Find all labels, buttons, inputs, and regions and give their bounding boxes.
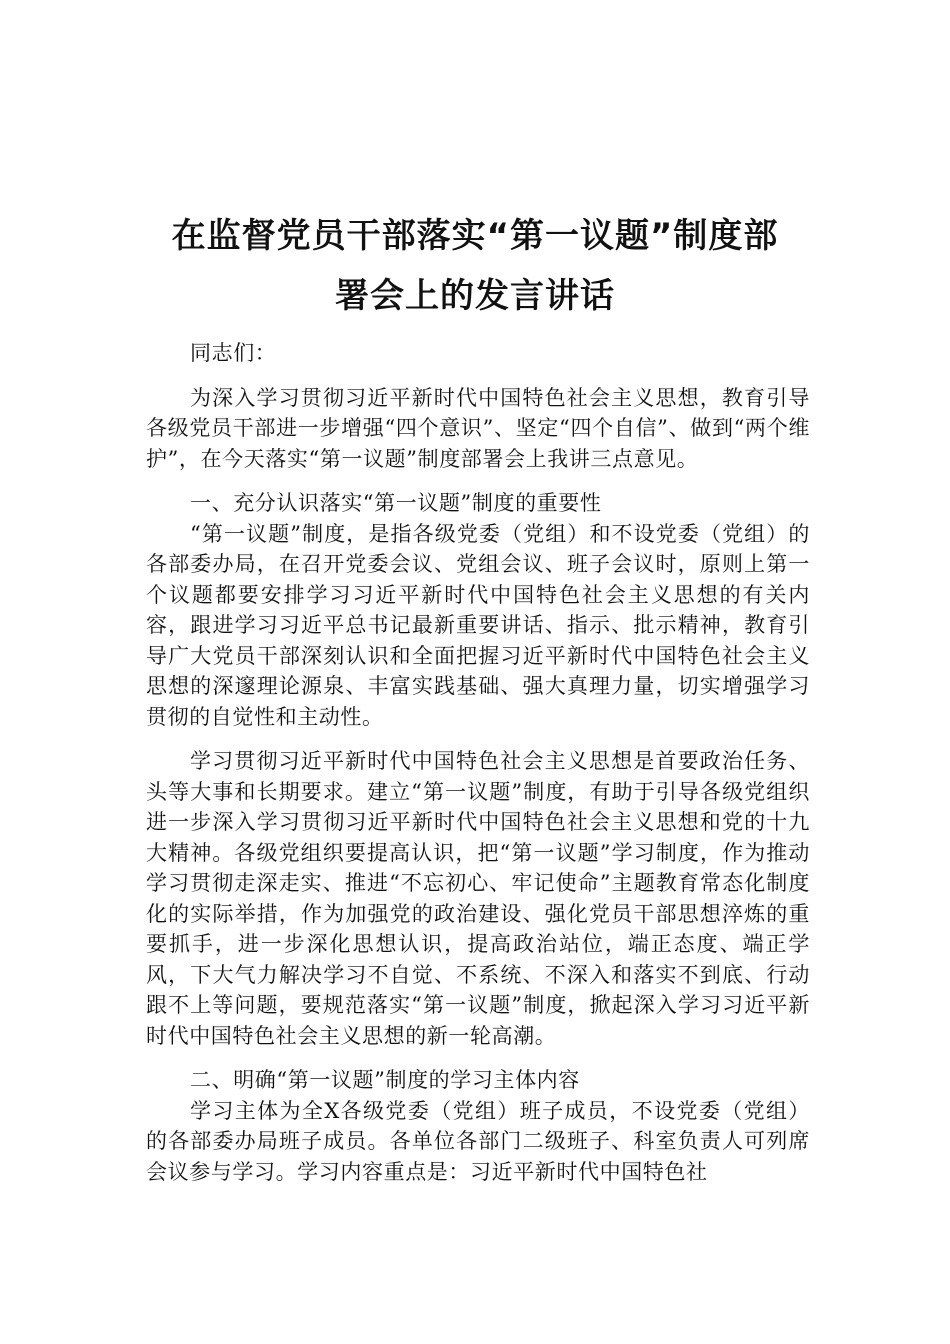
body-paragraph: 学习主体为全X各级党委（党组）班子成员，不设党委（党组）的各部委办局班子成员。各单位各部门二级班子、科室负责人可列席会议参与学习。学习内容重点是：习近平新时代中国特色社: [146, 1098, 810, 1184]
body-paragraph: 学习贯彻习近平新时代中国特色社会主义思想是首要政治任务、头等大事和长期要求。建立“第一议题”制度，有助于引导各级党组织进一步深入学习贯彻习近平新时代中国特色社会主义思想和党的十九大精神。各级党组织要提高认识，把“第一议题”学习制度，作为推动学习贯彻走深走实、推进“不忘初心、牢记使命”主题教育常态化制度化的实际举措，作为加强党的政治建设、强化党员干部思想淬炼的重要抓手，进一步深化思想认识，提高政治站位，端正态度、端正学风，下大气力解决学习不自觉、不系统、不深入和落实不到底、行动跟不上等问题，要规范落实“第一议题”制度，掀起深入学习习近平新时代中国特色社会主义思想的新一轮高潮。: [146, 749, 810, 1048]
section-heading-1: 一、充分认识落实“第一议题”制度的重要性: [190, 491, 602, 515]
document-title-line-1: 在监督党员干部落实“第一议题”制度部: [171, 216, 779, 256]
document-title: [120, 206, 830, 326]
document-title-line-2: 署会上的发言讲话: [335, 276, 615, 316]
intro-paragraph: 为深入学习贯彻习近平新时代中国特色社会主义思想，教育引导各级党员干部进一步增强“四个意识”、坚定“四个自信”、做到“两个维护”，在今天落实“第一议题”制度部署会上我讲三点意见。: [146, 385, 810, 471]
document-body: [146, 338, 810, 1187]
body-paragraph: “第一议题”制度，是指各级党委（党组）和不设党委（党组）的各部委办局，在召开党委会议、党组会议、班子会议时，原则上第一个议题都要安排学习习近平新时代中国特色社会主义思想的有关内容，跟进学习习近平总书记最新重要讲话、指示、批示精神，教育引导广大党员干部深刻认识和全面把握习近平新时代中国特色社会主义思想的深邃理论源泉、丰富实践基础、强大真理力量，切实增强学习贯彻的自觉性和主动性。: [146, 521, 810, 729]
section-heading-2: 二、明确“第一议题”制度的学习主体内容: [190, 1068, 580, 1092]
salutation: 同志们：: [190, 341, 277, 365]
